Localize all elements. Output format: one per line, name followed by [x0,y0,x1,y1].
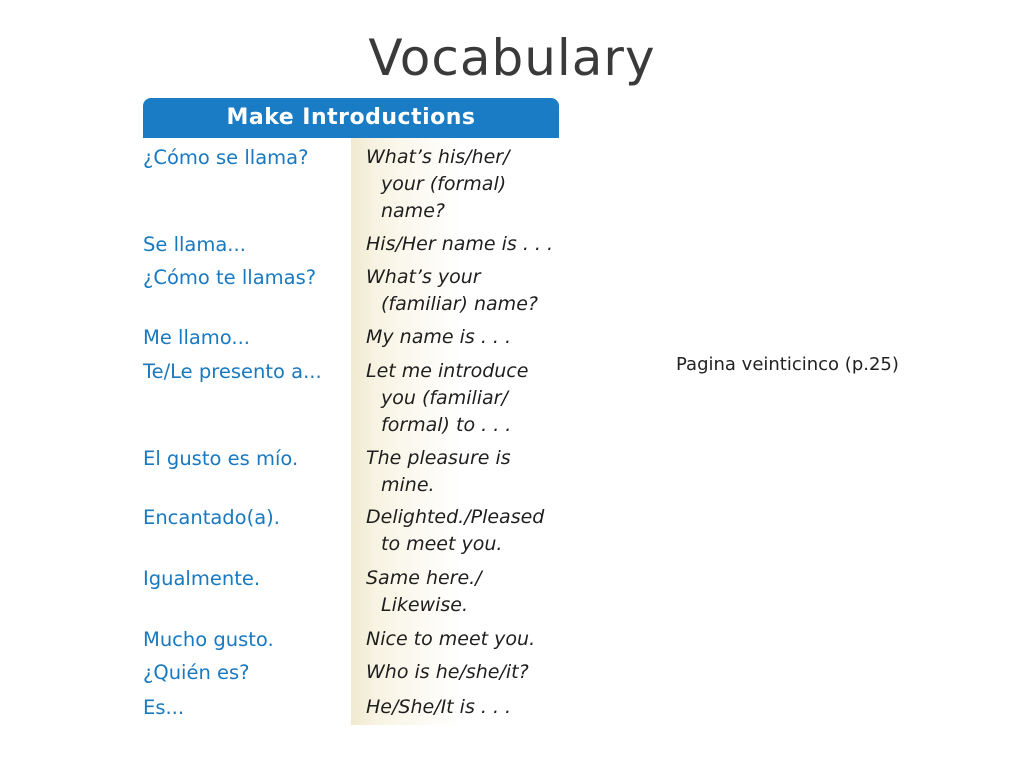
vocabulary-box-title: Make Introductions [226,105,476,130]
translation-line: to meet you. [381,533,503,555]
translation-line: What’s his/her/ [366,146,510,168]
spanish-phrase: Igualmente. [143,567,261,590]
translation-line: Nice to meet you. [366,628,536,650]
translation-line: Let me introduce [366,360,529,382]
spanish-phrase: El gusto es mío. [143,447,299,470]
spanish-phrase: ¿Cómo se llama? [143,146,309,169]
spanish-phrase: ¿Quién es? [143,661,250,684]
translation-line: He/She/It is . . . [366,696,512,718]
slide-title: Vocabulary [368,29,656,87]
translation-line: Likewise. [381,594,469,616]
english-translation [366,144,559,225]
translation-line: The pleasure is [366,447,511,469]
english-translation [366,659,559,686]
english-translation [366,264,559,318]
translation-line: What’s your [366,266,481,288]
translation-line: Same here./ [366,567,482,589]
english-translation [366,694,559,721]
translation-line: His/Her name is . . . [366,233,554,255]
spanish-phrase: Me llamo... [143,326,250,349]
spanish-phrase: Encantado(a). [143,506,280,529]
translation-line: your (formal) [381,173,507,195]
english-translation [366,231,559,258]
translation-line: My name is . . . [366,326,512,348]
spanish-phrase: ¿Cómo te llamas? [143,266,317,289]
page-reference-note: Pagina veinticinco (p.25) [676,354,899,375]
translation-line: name? [381,200,445,222]
english-translation [366,445,559,499]
translation-line: Delighted./Pleased [366,506,545,528]
translation-line: you (familiar/ [381,387,508,409]
translation-line: Who is he/she/it? [366,661,529,683]
spanish-phrase: Se llama... [143,233,246,256]
translation-line: mine. [381,474,435,496]
translation-line: formal) to . . . [381,414,512,436]
spanish-phrase: Te/Le presento a... [143,360,322,383]
vocabulary-box-header [143,98,559,138]
english-translation [366,504,559,558]
translation-line: (familiar) name? [381,293,538,315]
vocabulary-table [143,138,559,725]
english-translation [366,565,559,619]
spanish-phrase: Mucho gusto. [143,628,274,651]
english-translation [366,626,559,653]
vocabulary-box [143,98,559,725]
spanish-phrase: Es... [143,696,185,719]
english-translation [366,324,559,351]
english-translation [366,358,559,439]
